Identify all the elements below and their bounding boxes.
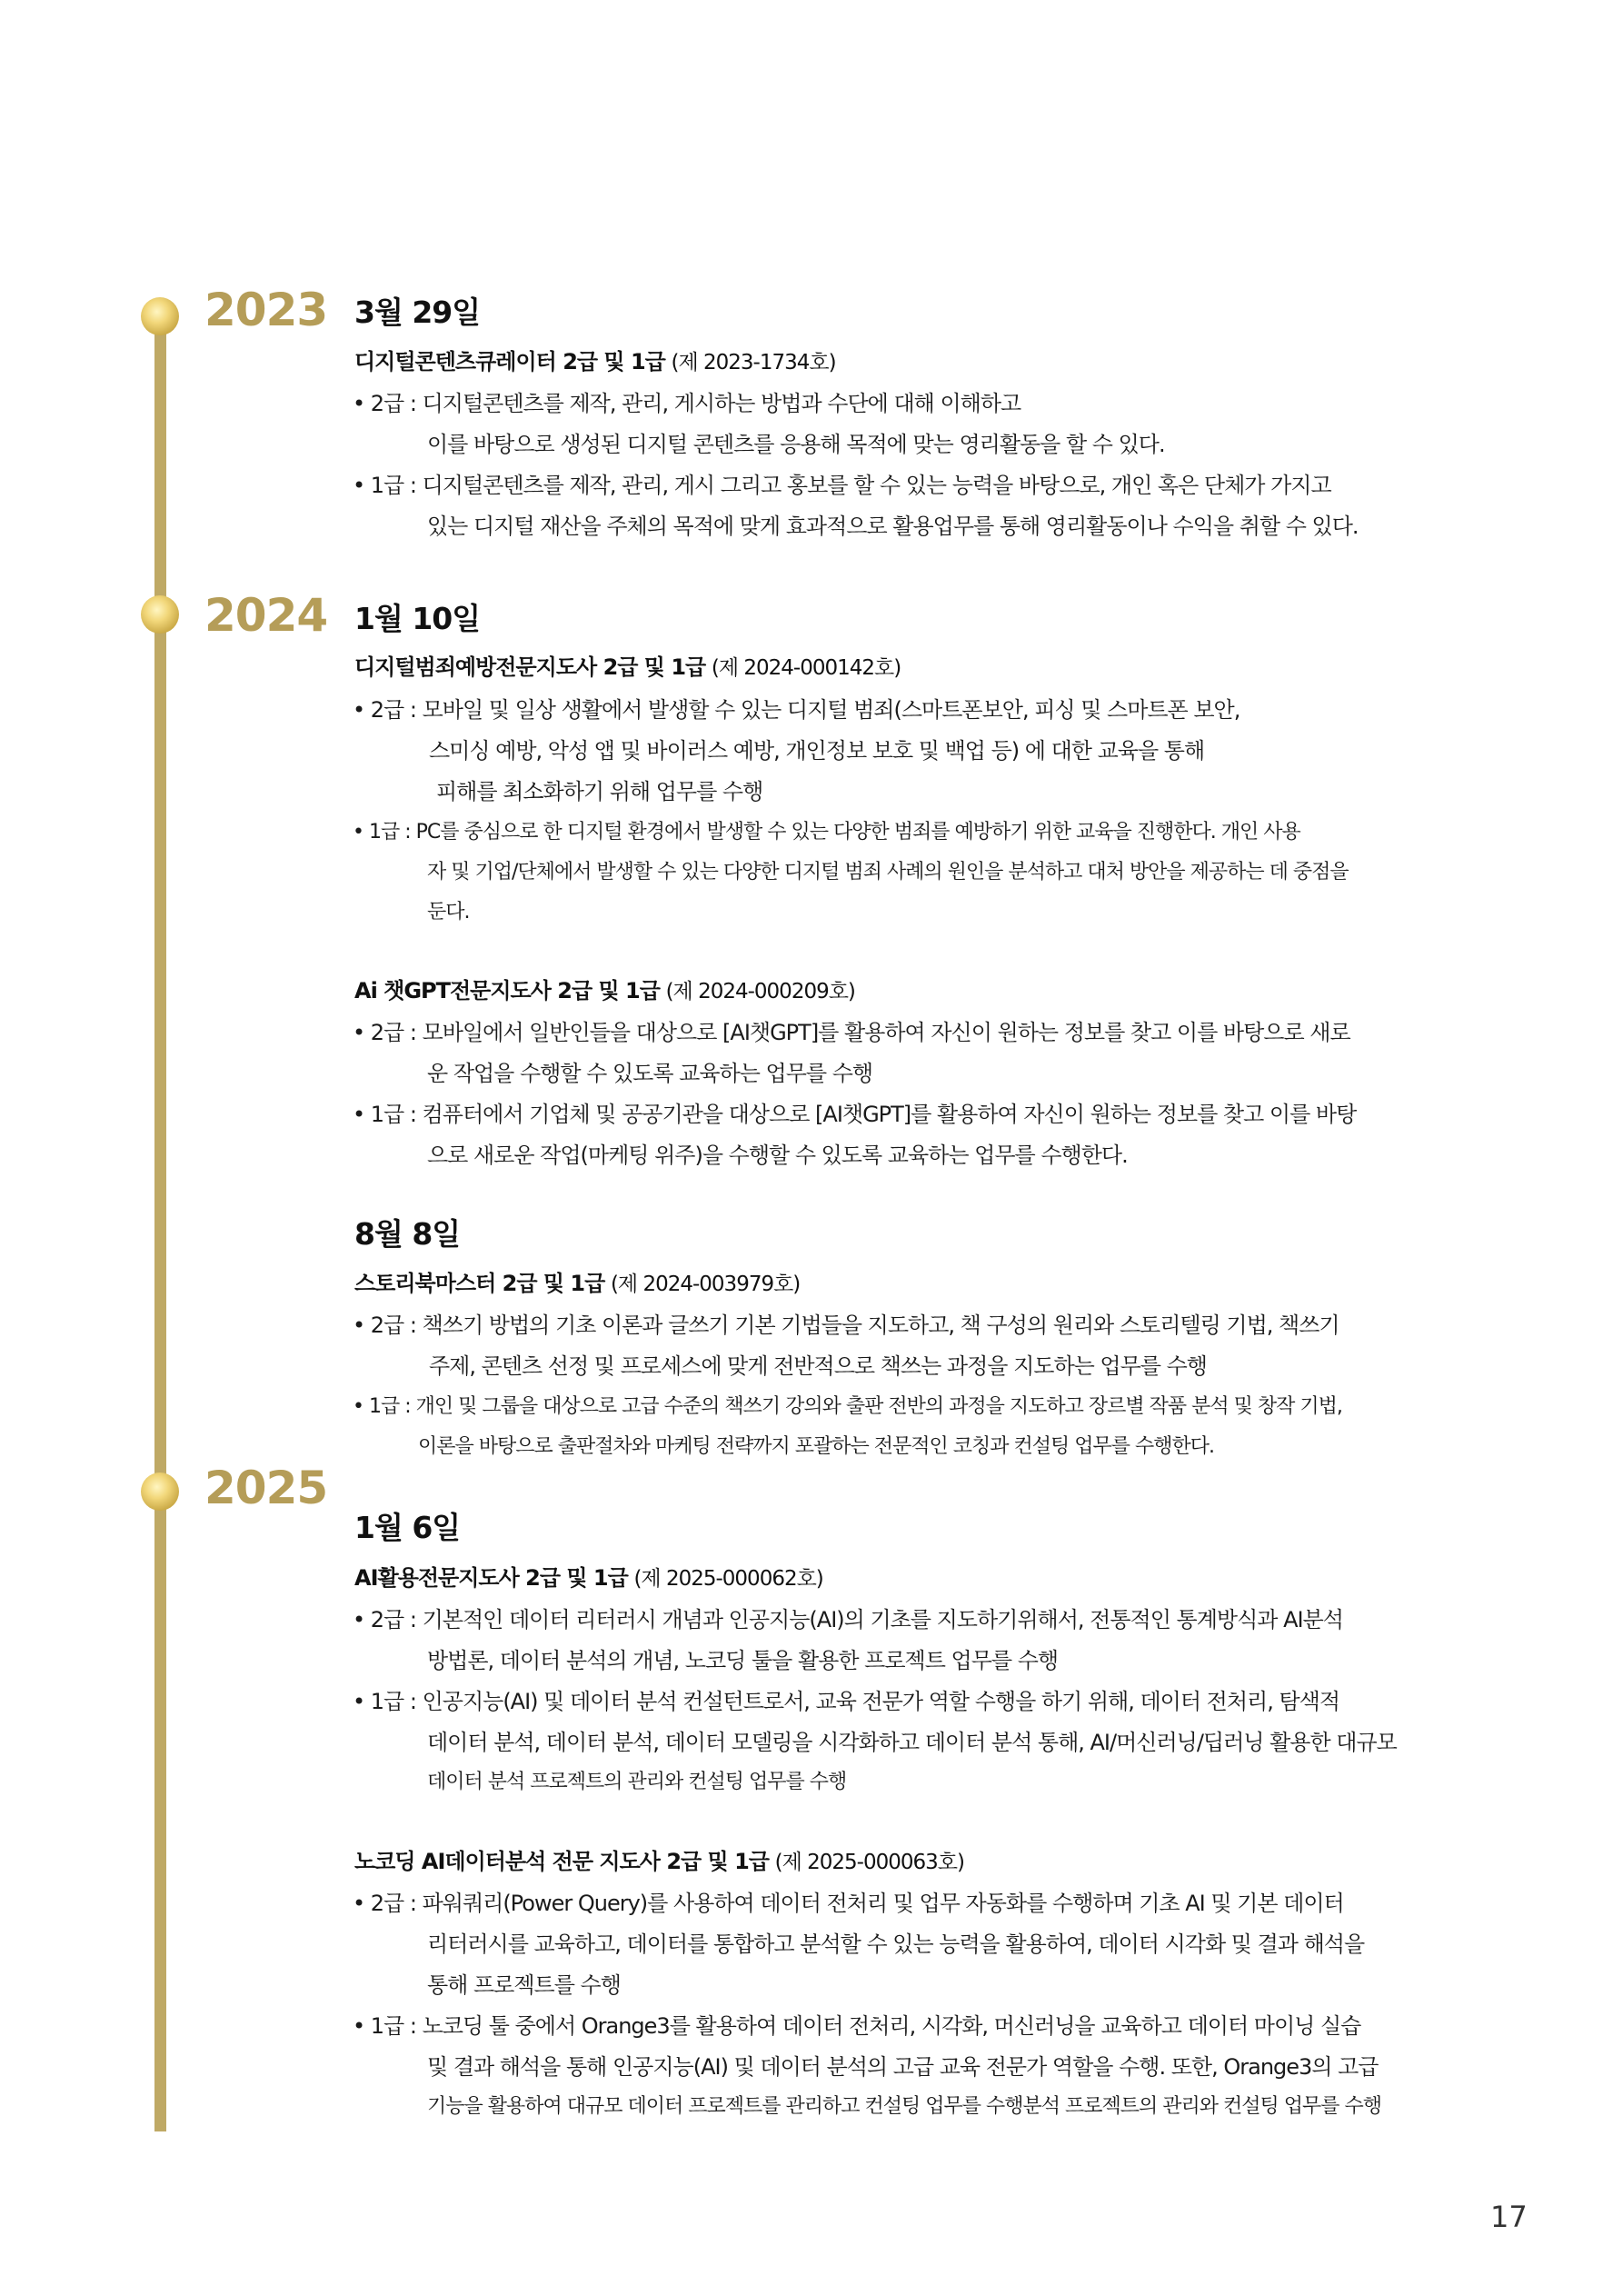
timeline-dot-2023 [141, 297, 179, 335]
page-number: 17 [1490, 2200, 1528, 2234]
entry-date: 1월 10일 [354, 601, 481, 636]
desc-line: 운 작업을 수행할 수 있도록 교육하는 업무를 수행 [427, 1061, 873, 1086]
year-label-2025: 2025 [204, 1462, 328, 1514]
desc-line: • 2급 : 책쓰기 방법의 기초 이론과 글쓰기 기본 기법들을 지도하고, 책 구성의 원리와 스토리텔링 기법, 책쓰기 [353, 1313, 1339, 1338]
cert-number: (제 2025-000063호) [774, 1851, 964, 1874]
timeline-dot-2024 [141, 595, 179, 634]
cert-number: (제 2024-003979호) [610, 1273, 801, 1296]
cert-heading [354, 1843, 964, 1875]
desc-line: • 1급 : 인공지능(AI) 및 데이터 분석 컨설턴트로서, 교육 전문가 역할 수행을 하기 위해, 데이터 전처리, 탐색적 [353, 1689, 1340, 1714]
desc-line: • 1급 : 개인 및 그룹을 대상으로 고급 수준의 책쓰기 강의와 출판 전반의 과정을 지도하고 장르별 작품 분석 및 창작 기법, [353, 1395, 1342, 1418]
desc-line: • 1급 : PC를 중심으로 한 디지털 환경에서 발생할 수 있는 다양한 범죄를 예방하기 위한 교육을 진행한다. 개인 사용 [353, 821, 1300, 844]
desc-line: • 1급 : 노코딩 툴 중에서 Orange3를 활용하여 데이터 전처리, 시각화, 머신러닝을 교육하고 데이터 마이닝 실습 [353, 2013, 1361, 2039]
desc-line: • 1급 : 디지털콘텐츠를 제작, 관리, 게시 그리고 홍보를 할 수 있는 능력을 바탕으로, 개인 혹은 단체가 가지고 [353, 473, 1331, 498]
desc-line: 둔다. [427, 901, 470, 923]
cert-title: Ai 챗GPT전문지도사 2급 및 1급 [354, 978, 660, 1003]
desc-line: 주제, 콘텐츠 선정 및 프로세스에 맞게 전반적으로 책쓰는 과정을 지도하는 업무를 수행 [429, 1353, 1207, 1379]
desc-line: 방법론, 데이터 분석의 개념, 노코딩 툴을 활용한 프로젝트 업무를 수행 [427, 1648, 1059, 1673]
desc-line: 스미싱 예방, 악성 앱 및 바이러스 예방, 개인정보 보호 및 백업 등) 에 대한 교육을 통해 [429, 738, 1205, 764]
year-label-2023: 2023 [204, 284, 328, 336]
cert-number: (제 2025-000062호) [633, 1567, 823, 1591]
cert-number: (제 2024-000209호) [665, 980, 855, 1003]
cert-heading [354, 1265, 800, 1297]
desc-line: 데이터 분석, 데이터 분석, 데이터 모델링을 시각화하고 데이터 분석 통해, AI/머신러닝/딥러닝 활용한 대규모 [427, 1730, 1397, 1755]
desc-line: • 1급 : 컴퓨터에서 기업체 및 공공기관을 대상으로 [AI챗GPT]를 활용하여 자신이 원하는 정보를 찾고 이를 바탕 [353, 1102, 1357, 1127]
desc-line: 자 및 기업/단체에서 발생할 수 있는 다양한 디지털 범죄 사례의 원인을 분석하고 대처 방안을 제공하는 데 중점을 [427, 861, 1349, 883]
desc-line: • 2급 : 기본적인 데이터 리터러시 개념과 인공지능(AI)의 기초를 지도하기위해서, 전통적인 통계방식과 AI분석 [353, 1607, 1343, 1632]
desc-line: 이론을 바탕으로 출판절차와 마케팅 전략까지 포괄하는 전문적인 코칭과 컨설팅 업무를 수행한다. [418, 1435, 1215, 1458]
cert-heading [354, 973, 855, 1004]
cert-number: (제 2024-000142호) [711, 656, 901, 680]
desc-line: • 2급 : 디지털콘텐츠를 제작, 관리, 게시하는 방법과 수단에 대해 이해하고 [353, 391, 1021, 416]
desc-line: 리터러시를 교육하고, 데이터를 통합하고 분석할 수 있는 능력을 활용하여, 데이터 시각화 및 결과 해석을 [427, 1932, 1365, 1957]
cert-title: AI활용전문지도사 2급 및 1급 [354, 1565, 628, 1591]
desc-line: 데이터 분석 프로젝트의 관리와 컨설팅 업무를 수행 [427, 1771, 847, 1793]
entry-date: 8월 8일 [354, 1216, 461, 1252]
timeline-dot-2025 [141, 1472, 179, 1511]
desc-line: 있는 디지털 재산을 주체의 목적에 맞게 효과적으로 활용업무를 통해 영리활동이나 수익을 취할 수 있다. [427, 514, 1359, 539]
cert-heading [354, 649, 901, 681]
desc-line: 이를 바탕으로 생성된 디지털 콘텐츠를 응용해 목적에 맞는 영리활동을 할 수 있다. [427, 432, 1165, 457]
timeline-line [154, 314, 166, 2131]
desc-line: 통해 프로젝트를 수행 [427, 1972, 621, 1998]
cert-title: 노코딩 AI데이터분석 전문 지도사 2급 및 1급 [354, 1849, 769, 1874]
desc-line: • 2급 : 모바일 및 일상 생활에서 발생할 수 있는 디지털 범죄(스마트폰보안, 피싱 및 스마트폰 보안, [353, 697, 1240, 723]
cert-title: 스토리북마스터 2급 및 1급 [354, 1271, 605, 1296]
desc-line: • 2급 : 파워쿼리(Power Query)를 사용하여 데이터 전처리 및 업무 자동화를 수행하며 기초 AI 및 기본 데이터 [353, 1891, 1344, 1916]
desc-line: 및 결과 해석을 통해 인공지능(AI) 및 데이터 분석의 고급 교육 전문가 역할을 수행. 또한, Orange3의 고급 [427, 2054, 1379, 2080]
cert-title: 디지털범죄예방전문지도사 2급 및 1급 [354, 654, 706, 680]
cert-heading [354, 344, 836, 375]
entry-date: 3월 29일 [354, 294, 481, 330]
desc-line: 기능을 활용하여 대규모 데이터 프로젝트를 관리하고 컨설팅 업무를 수행분석 프로젝트의 관리와 컨설팅 업무를 수행 [427, 2095, 1382, 2118]
desc-line: 으로 새로운 작업(마케팅 위주)을 수행할 수 있도록 교육하는 업무를 수행한다. [427, 1143, 1128, 1168]
year-label-2024: 2024 [204, 589, 328, 642]
desc-line: • 2급 : 모바일에서 일반인들을 대상으로 [AI챗GPT]를 활용하여 자신이 원하는 정보를 찾고 이를 바탕으로 새로 [353, 1020, 1350, 1045]
cert-number: (제 2023-1734호) [671, 351, 836, 374]
cert-title: 디지털콘텐츠큐레이터 2급 및 1급 [354, 349, 665, 374]
desc-line: 피해를 최소화하기 위해 업무를 수행 [436, 779, 763, 804]
cert-heading [354, 1560, 823, 1592]
entry-date: 1월 6일 [354, 1510, 461, 1545]
